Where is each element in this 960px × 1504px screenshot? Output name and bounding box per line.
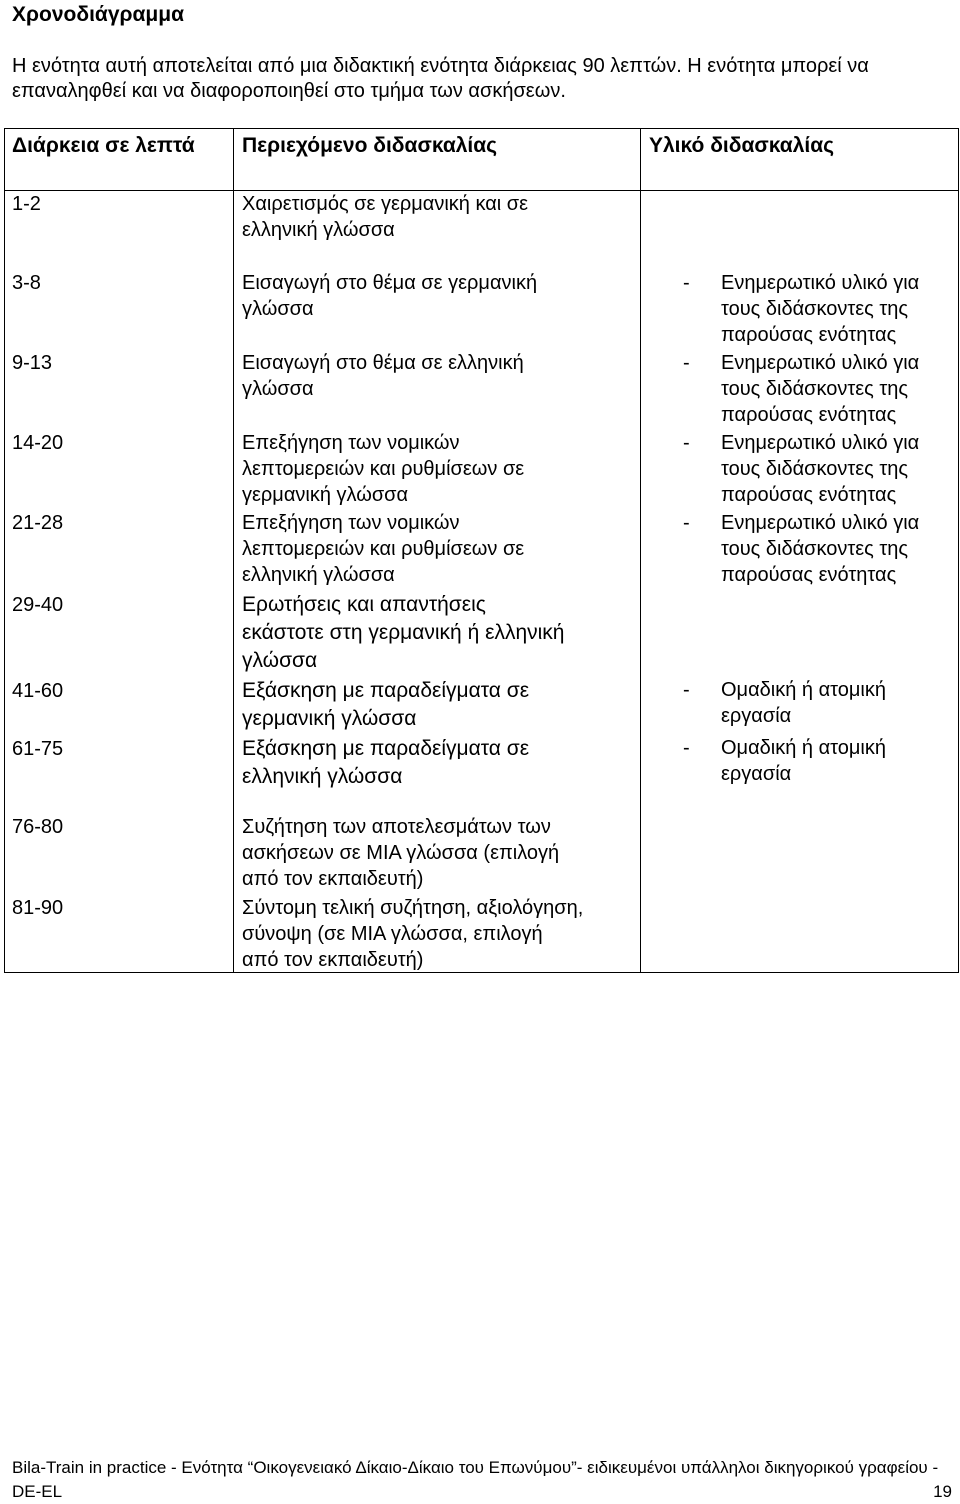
row-content: Εξάσκηση με παραδείγματα σε γερμανική γλώσσα	[242, 679, 530, 730]
column-divider	[233, 128, 234, 973]
row-material	[683, 350, 958, 428]
row-content: Συζήτηση των αποτελεσμάτων των ασκήσεων σε ΜΙΑ γλώσσα (επιλογή από τον εκπαιδευτή)	[242, 816, 560, 890]
row-content: Εισαγωγή στο θέμα σε γερμανική γλώσσα	[242, 272, 538, 320]
row-material	[683, 510, 958, 588]
row-content: Χαιρετισμός σε γερμανική και σε ελληνική γλώσσα	[242, 193, 529, 241]
row-content: Ερωτήσεις και απαντήσεις εκάστοτε στη γερμανική ή ελληνική γλώσσα	[242, 593, 565, 672]
material-text: Ενημερωτικό υλικό για τους διδάσκοντες της παρούσας ενότητας	[721, 432, 920, 506]
header-duration: Διάρκεια σε λεπτά	[12, 134, 195, 157]
row-duration: 41-60	[12, 680, 64, 702]
material-text: Ομαδική ή ατομική εργασία	[721, 679, 886, 727]
row-duration: 76-80	[12, 816, 64, 838]
row-duration: 9-13	[12, 352, 53, 374]
material-text: Ενημερωτικό υλικό για τους διδάσκοντες της παρούσας ενότητας	[721, 512, 920, 586]
row-content: Επεξήγηση των νομικών λεπτομερειών και ρυθμίσεων σε γερμανική γλώσσα	[242, 432, 525, 506]
row-duration: 21-28	[12, 512, 64, 534]
header-content: Περιεχόμενο διδασκαλίας	[242, 134, 498, 157]
row-duration: 14-20	[12, 432, 64, 454]
page-footer: Bila-Train in practice - Ενότητα “Οικογενειακό Δίκαιο-Δίκαιο του Επωνύμου”- ειδικευμένοι υπάλληλοι δικηγορικού γραφείου - DE-EL	[12, 1458, 939, 1501]
row-duration: 1-2	[12, 193, 41, 215]
row-material	[683, 735, 958, 787]
page-number: 19	[933, 1482, 952, 1501]
bullet-dash: -	[683, 272, 690, 294]
bullet-dash: -	[683, 512, 690, 534]
material-text: Ενημερωτικό υλικό για τους διδάσκοντες της παρούσας ενότητας	[721, 272, 920, 346]
material-text: Ενημερωτικό υλικό για τους διδάσκοντες της παρούσας ενότητας	[721, 352, 920, 426]
row-content: Σύντομη τελική συζήτηση, αξιολόγηση, σύνοψη (σε ΜΙΑ γλώσσα, επιλογή από τον εκπαιδευτή)	[242, 897, 584, 971]
row-duration: 61-75	[12, 738, 64, 760]
bullet-dash: -	[683, 737, 690, 759]
row-content: Εξάσκηση με παραδείγματα σε ελληνική γλώσσα	[242, 737, 530, 788]
bullet-dash: -	[683, 679, 690, 701]
row-duration: 3-8	[12, 272, 41, 294]
intro-paragraph: Η ενότητα αυτή αποτελείται από μια διδακτική ενότητα διάρκειας 90 λεπτών. Η ενότητα μπορεί να επαναληφθεί και να διαφοροποιηθεί στο τμήμα των ασκήσεων.	[12, 55, 869, 102]
bullet-dash: -	[683, 432, 690, 454]
page-title: Χρονοδιάγραμμα	[12, 3, 184, 26]
row-duration: 81-90	[12, 897, 64, 919]
material-text: Ομαδική ή ατομική εργασία	[721, 737, 886, 785]
header-material: Υλικό διδασκαλίας	[649, 134, 835, 157]
row-material	[683, 270, 958, 348]
row-material	[683, 430, 958, 508]
bullet-dash: -	[683, 352, 690, 374]
column-divider	[640, 128, 641, 973]
row-content: Εισαγωγή στο θέμα σε ελληνική γλώσσα	[242, 352, 524, 400]
row-duration: 29-40	[12, 594, 64, 616]
row-material	[683, 677, 958, 729]
row-content: Επεξήγηση των νομικών λεπτομερειών και ρυθμίσεων σε ελληνική γλώσσα	[242, 512, 525, 586]
